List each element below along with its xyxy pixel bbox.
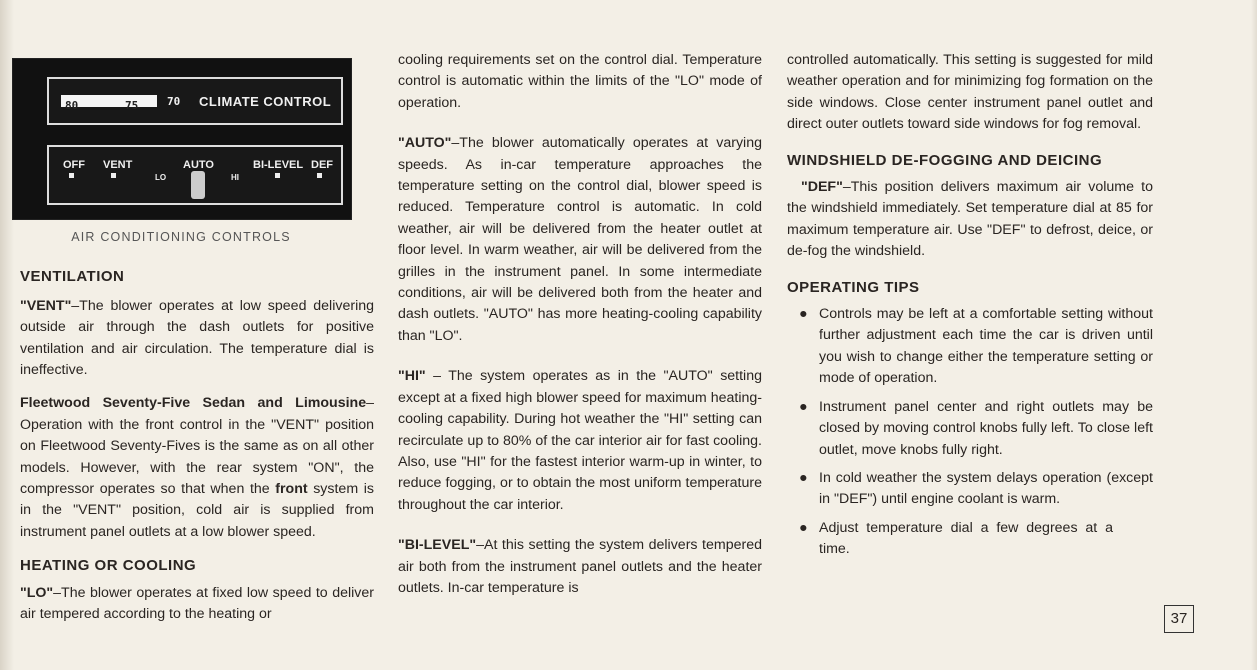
heating-cooling-heading: HEATING OR COOLING	[20, 557, 197, 575]
hi-paragraph	[398, 366, 762, 516]
def-lead: "DEF"	[801, 179, 843, 196]
column-3	[787, 50, 1153, 568]
column-2	[398, 50, 762, 599]
bilevel-lead: "BI-LEVEL"	[398, 537, 477, 554]
slider-label-70: 70	[167, 95, 181, 108]
list-item	[787, 304, 1153, 390]
lo-text: –The blower operates at fixed low speed to deliver air tempered according to the heating or	[20, 584, 374, 623]
bullet-icon: ●	[799, 306, 808, 323]
operating-tips-list	[787, 304, 1153, 560]
detent-mark	[69, 173, 74, 178]
column-1	[20, 58, 374, 626]
bullet-icon: ●	[799, 398, 808, 415]
fleetwood-text-1: – Operation with the front control in the "VENT" position on Fleetwood Seventy-Fives is the same as on all other models. However, with the rear system "ON", the compressor operates so that when the	[20, 395, 374, 498]
tip-text: In cold weather the system delays operation (except in "DEF") until engine coolant is warm.	[819, 469, 1153, 508]
mode-lo-label: LO	[155, 173, 167, 182]
fleetwood-text-2: system is in the "VENT" position, cold air is supplied from instrument panel outlets at a low blower speed.	[20, 481, 374, 540]
ventilation-heading: VENTILATION	[20, 268, 125, 286]
bilevel-continuation: controlled automatically. This setting is suggested for mild weather operation and for minimizing fog formation on the side windows. Close center instrument panel outlet and direct outer outlets toward side windows for fog removal.	[787, 52, 1153, 133]
mode-hi-label: HI	[231, 173, 239, 182]
climate-control-label: CLIMATE CONTROL	[199, 94, 332, 109]
detent-mark	[111, 173, 116, 178]
bullet-icon: ●	[799, 519, 808, 536]
auto-paragraph	[398, 133, 762, 347]
page-number: 37	[1164, 605, 1194, 633]
fleetwood-front: front	[275, 481, 308, 498]
hi-text: – The system operates as in the "AUTO" setting except at a fixed high blower speed for maximum heating-cooling capability. During hot weather the "HI" setting can recirculate up to 80% of the car interior air for fast cooling. Also, use "HI" for the fastest interior warm-up in winter, to reduce fogging, or to obtain the most uniform temperature throughout the car interior.	[398, 368, 762, 513]
fleetwood-lead: Fleetwood Seventy-Five Sedan and Limousine	[20, 395, 367, 412]
mode-vent-label: VENT	[103, 159, 133, 171]
lo-lead: "LO"	[20, 584, 54, 601]
mode-off-label: OFF	[63, 159, 85, 171]
slider-label-80: 80	[65, 99, 79, 112]
page-edge-shadow	[1251, 0, 1257, 670]
vent-lead: "VENT"	[20, 297, 72, 314]
auto-text: –The blower automatically operates at varying speeds. As in-car temperature approaches the temperature setting on the control dial, blower speed is reduced. Temperature control is automatic. In cold weather, air will be delivered from the heater outlet at floor level. In warm weather, air will be delivered from the grilles in the instrument panel. In some intermediate conditions, air will be delivered both from the heater and dash outlets. "AUTO" has more heating-cooling capability than "LO".	[398, 135, 762, 344]
bullet-icon: ●	[799, 469, 808, 486]
figure-caption: AIR CONDITIONING CONTROLS	[71, 230, 291, 244]
slider-label-75: 75	[125, 99, 139, 112]
tip-text: Adjust temperature dial a few degrees at a time.	[819, 519, 1113, 558]
bilevel-paragraph	[398, 535, 762, 599]
hi-lead: "HI"	[398, 368, 426, 385]
windshield-heading: WINDSHIELD DE-FOGGING AND DEICING	[787, 151, 1103, 169]
temperature-dial-box	[47, 77, 343, 125]
list-item	[787, 518, 1153, 561]
climate-control-panel-illustration	[12, 58, 352, 220]
operating-tips-heading: OPERATING TIPS	[787, 278, 920, 296]
tip-text: Controls may be left at a comfortable setting without further adjustment each time the car is driven until you wish to change either the temperature setting or mode of operation.	[819, 306, 1153, 387]
lo-paragraph	[20, 583, 374, 626]
mode-knob	[191, 171, 205, 199]
mode-bilevel-label: BI-LEVEL	[253, 159, 304, 171]
bilevel-text: –At this setting the system delivers tempered air both from the instrument panel outlets and the heater outlets. In-car temperature is	[398, 537, 762, 596]
mode-selector-box	[47, 145, 343, 205]
detent-mark	[275, 173, 280, 178]
list-item	[787, 468, 1153, 511]
detent-mark	[317, 173, 322, 178]
fleetwood-paragraph	[20, 393, 374, 543]
mode-auto-label: AUTO	[183, 159, 214, 171]
mode-def-label: DEF	[311, 159, 333, 171]
auto-lead: "AUTO"	[398, 135, 452, 152]
def-paragraph	[787, 177, 1153, 263]
list-item	[787, 397, 1153, 461]
tip-text: Instrument panel center and right outlets may be closed by moving control knobs fully left. To close left outlet, move knobs fully right.	[819, 398, 1153, 458]
def-text: –This position delivers maximum air volume to the windshield immediately. Set temperature dial at 85 for maximum temperature air. Use "DEF" to defrost, deice, or de-fog the windshield.	[787, 179, 1153, 260]
vent-text: –The blower operates at low speed delivering outside air through the dash outlets for positive ventilation and air circulation. The temperature dial is ineffective.	[20, 297, 374, 379]
vent-paragraph	[20, 296, 374, 382]
lo-continuation: cooling requirements set on the control dial. Temperature control is automatic within the limits of the "LO" mode of operation.	[398, 52, 762, 111]
